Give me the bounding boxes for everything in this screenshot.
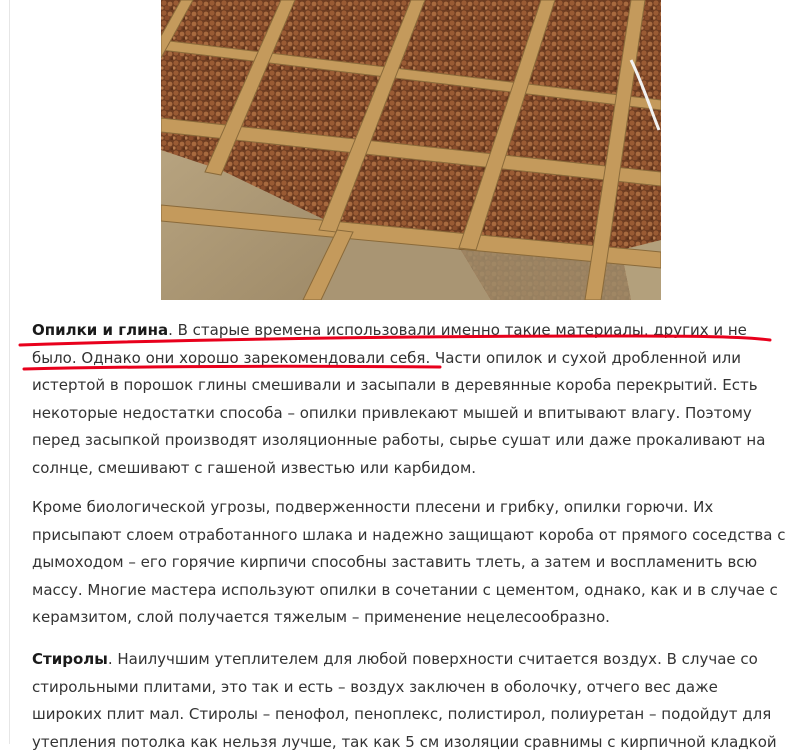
text-line: было. Однако они хорошо зарекомендовали себя. Части опилок и сухой дробленной или [32, 345, 792, 373]
text-line: утепления потолка как нельзя лучше, так как 5 см изоляции сравнимы с кирпичной кладкой [32, 729, 792, 756]
text-line: Кроме биологической угрозы, подверженности плесени и грибку, опилки горючи. Их [32, 494, 792, 522]
text-line: присыпают слоем отработанного шлака и надежно защищают короба от прямого соседства с [32, 522, 792, 550]
paragraph-flammability [32, 494, 792, 632]
text-line: истертой в порошок глины смешивали и засыпали в деревянные короба перекрытий. Есть [32, 372, 792, 400]
paragraph-sawdust-clay [32, 317, 792, 482]
term-sawdust-clay: Опилки и глина [32, 321, 168, 339]
text-line: дымоходом – его горячие кирпичи способны заставить тлеть, а затем и воспламенить всю [32, 549, 792, 577]
text-line: солнце, смешивают с гашеной известью или карбидом. [32, 455, 792, 483]
text-line: керамзитом, слой получается тяжелым – применение нецелесообразно. [32, 604, 792, 632]
text-line: перед засыпкой производят изоляционные работы, сырье сушат или даже прокаливают на [32, 427, 792, 455]
text-line: некоторые недостатки способа – опилки привлекают мышей и впитывают влагу. Поэтому [32, 400, 792, 428]
text-line: широких плит мал. Стиролы – пенофол, пеноплекс, полистирол, полиуретан – подойдут для [32, 701, 792, 729]
text-line: . В старые времена использовали именно такие материалы, других и не [168, 321, 747, 339]
floor-joists-image [161, 0, 661, 300]
term-styrenes: Стиролы [32, 650, 108, 668]
text-line: . Наилучшим утеплителем для любой поверхности считается воздух. В случае со [108, 650, 758, 668]
text-line: массу. Многие мастера используют опилки в сочетании с цементом, однако, как и в случае с [32, 577, 792, 605]
left-border [9, 0, 10, 744]
text-line: стирольными плитами, это так и есть – воздух заключен в оболочку, отчего вес даже [32, 674, 792, 702]
paragraph-styrenes [32, 646, 792, 756]
